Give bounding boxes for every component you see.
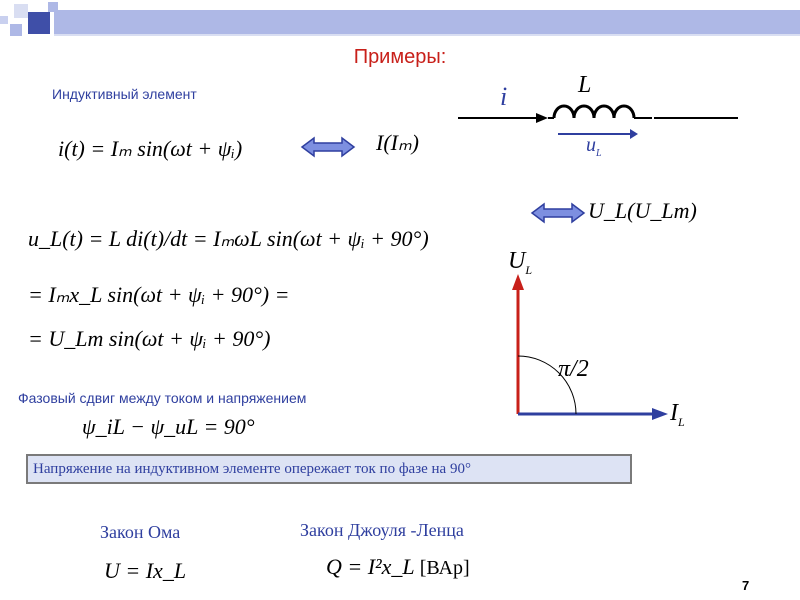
- circuit-current-label: i: [500, 82, 508, 111]
- double-arrow-icon: [300, 136, 356, 158]
- voltage-formula-line-1: u_L(t) = L di(t)/dt = IₘωL sin(ωt + ψᵢ + 90°): [28, 226, 429, 251]
- phasor-diagram: [508, 270, 678, 426]
- phasor-angle-label: π/2: [558, 356, 589, 382]
- ohm-law-title: Закон Ома: [100, 522, 181, 542]
- circuit-voltage-label: $u_L$: [586, 134, 602, 159]
- header-decoration: [0, 0, 800, 46]
- phasor-voltage-label: $U_L$: [508, 248, 533, 277]
- page-title: Примеры:: [353, 46, 447, 68]
- key-statement-callout: Напряжение на индуктивном элементе опережает ток по фазе на 90°: [26, 454, 632, 484]
- joule-lenz-title: Закон Джоуля -Ленца: [300, 520, 464, 540]
- current-formula: i(t) = Iₘ sin(ωt + ψᵢ): [58, 136, 243, 161]
- circuit-inductor-label: L: [578, 72, 592, 98]
- phase-shift-label: Фазовый сдвиг между током и напряжением: [18, 390, 307, 406]
- double-arrow-icon: [530, 202, 586, 224]
- page-number: 7: [742, 578, 750, 593]
- section-subtitle: Индуктивный элемент: [52, 86, 197, 102]
- voltage-phasor: U_L(U_Lm): [588, 198, 697, 223]
- phasor-current-label: $I_L$: [670, 400, 685, 429]
- ohm-law-formula: U = Ix_L: [104, 558, 187, 583]
- voltage-formula-line-3: = U_Lm sin(ωt + ψᵢ + 90°): [28, 326, 271, 351]
- joule-lenz-unit: [ВАр]: [419, 557, 470, 579]
- joule-lenz-formula: Q = I²x_L [ВАр]: [326, 554, 470, 579]
- current-phasor: I(Iₘ): [376, 130, 420, 155]
- phase-shift-formula: ψ_iL − ψ_uL = 90°: [82, 414, 255, 439]
- voltage-formula-line-2: = Iₘx_L sin(ωt + ψᵢ + 90°) =: [28, 282, 290, 307]
